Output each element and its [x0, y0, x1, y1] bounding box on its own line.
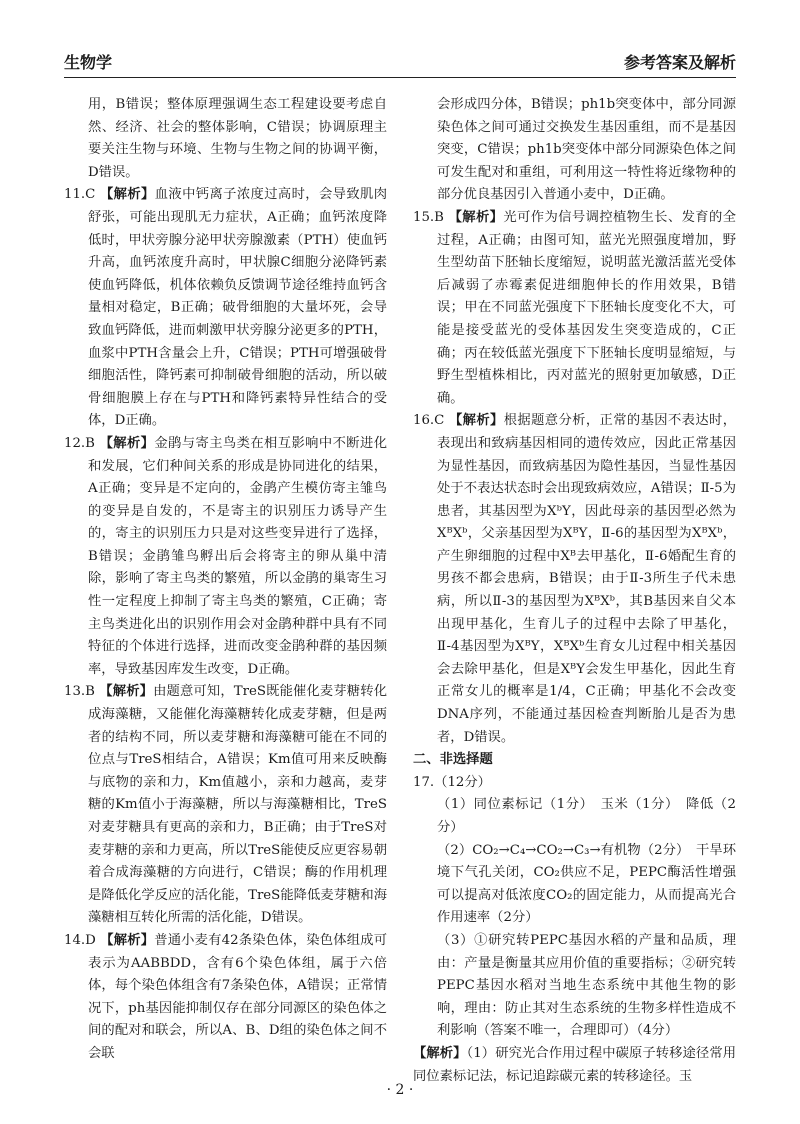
question-number: 13.B	[64, 684, 100, 700]
paragraph	[413, 410, 736, 749]
page-number: · 2 ·	[386, 1082, 414, 1098]
paragraph-text: 会形成四分体，B错误；ph1b突变体中，部分同源染色体之间可通过交换发生基因重组，而不是基因突变，C错误；ph1b突变体中部分同源染色体之间可发生配对和重组，可利用这一特性将近缘物种的部分优良基因引入普通小麦中，D正确。	[437, 97, 736, 203]
paragraph	[413, 94, 736, 207]
paragraph	[64, 433, 387, 682]
paragraph	[64, 94, 387, 184]
paragraph-text: 普通小麦有42条染色体，染色体组成可表示为AABBDD，含有6个染色体组，属于六倍体，每个染色体组含有7条染色体，A错误；正常情况下，ph基因能抑制仅存在部分同源区的染色体之间的配对和联会，所以A、B、D组的染色体之间不会联	[88, 932, 387, 1061]
paragraph-text: （1）同位素标记（1分） 玉米（1分） 降低（2分）	[437, 797, 736, 835]
analysis-tag: 【解析】	[448, 413, 504, 429]
paragraph-text: （1）研究光合作用过程中碳原子转移途径常用同位素标记法，标记追踪碳元素的转移途径。玉	[413, 1045, 736, 1084]
paragraph-text: 光可作为信号调控植物生长、发育的全过程，A正确；由图可知，蓝光光照强度增加，野生型幼苗下胚轴长度缩短，说明蓝光激活蓝光受体后减弱了赤霉素促进细胞伸长的作用效果，B错误；甲在不同蓝光强度下下胚轴长度变化不大，可能是接受蓝光的受体基因发生突变造成的，C正确；丙在较低蓝光强度下下胚轴长度明显缩短，与野生型植株相比，丙对蓝光的照射更加敏感，D正确。	[437, 209, 736, 406]
content-columns	[64, 94, 736, 1084]
question-number: 11.C	[64, 187, 100, 203]
analysis-tag: 【解析】	[99, 435, 155, 451]
paragraph	[413, 930, 736, 1043]
analysis-tag: 【解析】	[99, 187, 155, 203]
page-header	[64, 40, 736, 78]
question-number: 14.D	[64, 932, 101, 948]
paragraph-text: 血液中钙离子浓度过高时，会导致肌肉舒张，可能出现肌无力症状，A正确；血钙浓度降低时，甲状旁腺分泌甲状旁腺激素（PTH）使血钙升高，血钙浓度升高时，甲状腺C细胞分泌降钙素使血钙降低，机体依赖负反馈调节途径维持血钙含量相对稳定，B正确；破骨细胞的大量坏死，会导致血钙降低，进而刺激甲状旁腺分泌更多的PTH，血浆中PTH含量会上升，C错误；PTH可增强破骨细胞活性，降钙素可抑制破骨细胞的活动，所以破骨细胞膜上存在与PTH和降钙素特异性结合的受体，D正确。	[88, 187, 387, 429]
paragraph-text: （3）①研究转PEPC基因水稻的产量和品质，理由：产量是衡量其应用价值的重要指标；②研究转PEPC基因水稻对当地生态系统中其他生物的影响，理由：防止其对生态系统的生物多样性造成不利影响（答案不唯一，合理即可）（4分）	[437, 932, 736, 1039]
question-number: 12.B	[64, 435, 100, 451]
section-title: 参考答案及解析	[623, 53, 736, 72]
paragraph-text: 由题意可知，TreS既能催化麦芽糖转化成海藻糖，又能催化海藻糖转化成麦芽糖，但是两者的结构不同，所以麦芽糖和海藻糖可能在不同的位点与TreS相结合，A错误；Km值可用来反映酶与底物的亲和力，Km值越小，亲和力越高，麦芽糖的Km值小于海藻糖，所以与海藻糖相比，TreS对麦芽糖具有更高的亲和力，B正确；由于TreS对麦芽糖的亲和力更高，所以TreS能使反应更容易朝着合成海藻糖的方向进行，C错误；酶的作用机理是降低化学反应的活化能，TreS能降低麦芽糖和海藻糖相互转化所需的活化能，D错误。	[88, 684, 387, 926]
question-number: 15.B	[413, 209, 449, 225]
analysis-tag: 【解析】	[100, 932, 155, 948]
left-column	[64, 94, 387, 1068]
paragraph	[64, 184, 387, 433]
analysis-tag: 【解析】	[448, 209, 504, 225]
question-number: 16.C	[413, 413, 449, 429]
right-column	[413, 94, 736, 1084]
paragraph	[413, 840, 736, 930]
paragraph-text: 17.（12分）	[413, 774, 491, 790]
paragraph-text: 二、非选择题	[413, 752, 493, 768]
analysis-tag: 【解析】	[99, 684, 154, 700]
paragraph	[64, 930, 387, 1066]
paragraph-text: 金鹃与寄主鸟类在相互影响中不断进化和发展，它们种间关系的形成是协同进化的结果，A正确；变异是不定向的，金鹃产生模仿寄主雏鸟的变异是自发的，不是寄主的识别压力诱导产生的，寄主的识别压力只是对这些变异进行了选择，B错误；金鹃雏鸟孵出后会将寄主的卵从巢中清除，影响了寄主鸟类的繁殖，所以金鹃的巢寄生习性一定程度上抑制了寄主鸟类的繁殖，C正确；寄主鸟类进化出的识别作用会对金鹃种群中具有不同特征的个体进行选择，进而改变金鹃种群的基因频率，导致基因库发生改变，D正确。	[88, 435, 387, 677]
paragraph	[413, 207, 736, 410]
paragraph-text: （2）CO₂→C₄→CO₂→C₃→有机物（2分） 干旱环境下气孔关闭，CO₂供应不足，PEPC酶活性增强可以提高对低浓度CO₂的固定能力，从而提高光合作用速率（2分）	[437, 842, 736, 926]
paragraph	[413, 772, 736, 795]
analysis-tag: 【解析】	[413, 1045, 467, 1061]
paragraph	[413, 794, 736, 839]
paragraph-text: 用，B错误；整体原理强调生态工程建设要考虑自然、经济、社会的整体影响，C错误；协调原理主要关注生物与环境、生物与生物之间的协调平衡，D错误。	[88, 97, 387, 180]
paragraph	[64, 681, 387, 930]
paragraph	[413, 749, 736, 772]
paragraph-text: 根据题意分析，正常的基因不表达时，表现出和致病基因相同的遗传效应，因此正常基因为显性基因，而致病基因为隐性基因，当显性基因处于不表达状态时会出现致病效应，A错误；Ⅱ-5为患者，其基因型为XᵇY，因此母亲的基因型必然为XᴮXᵇ，父亲基因型为XᴮY，Ⅱ-6的基因型为XᴮXᵇ，产生卵细胞的过程中Xᴮ去甲基化，Ⅱ-6婚配生育的男孩不都会患病，B错误；由于Ⅱ-3所生子代未患病，所以Ⅱ-3的基因型为XᴮXᵇ，其B基因来自父本出现甲基化，生育儿子的过程中去除了甲基化，Ⅱ-4基因型为XᴮY，XᴮXᵇ生育女儿过程中相关基因会去除甲基化，但是XᴮY会发生甲基化，因此生育正常女儿的概率是1/4，C正确；甲基化不会改变DNA序列，不能通过基因检查判断胎儿是否为患者，D错误。	[437, 413, 736, 745]
subject-title: 生物学	[64, 53, 113, 72]
